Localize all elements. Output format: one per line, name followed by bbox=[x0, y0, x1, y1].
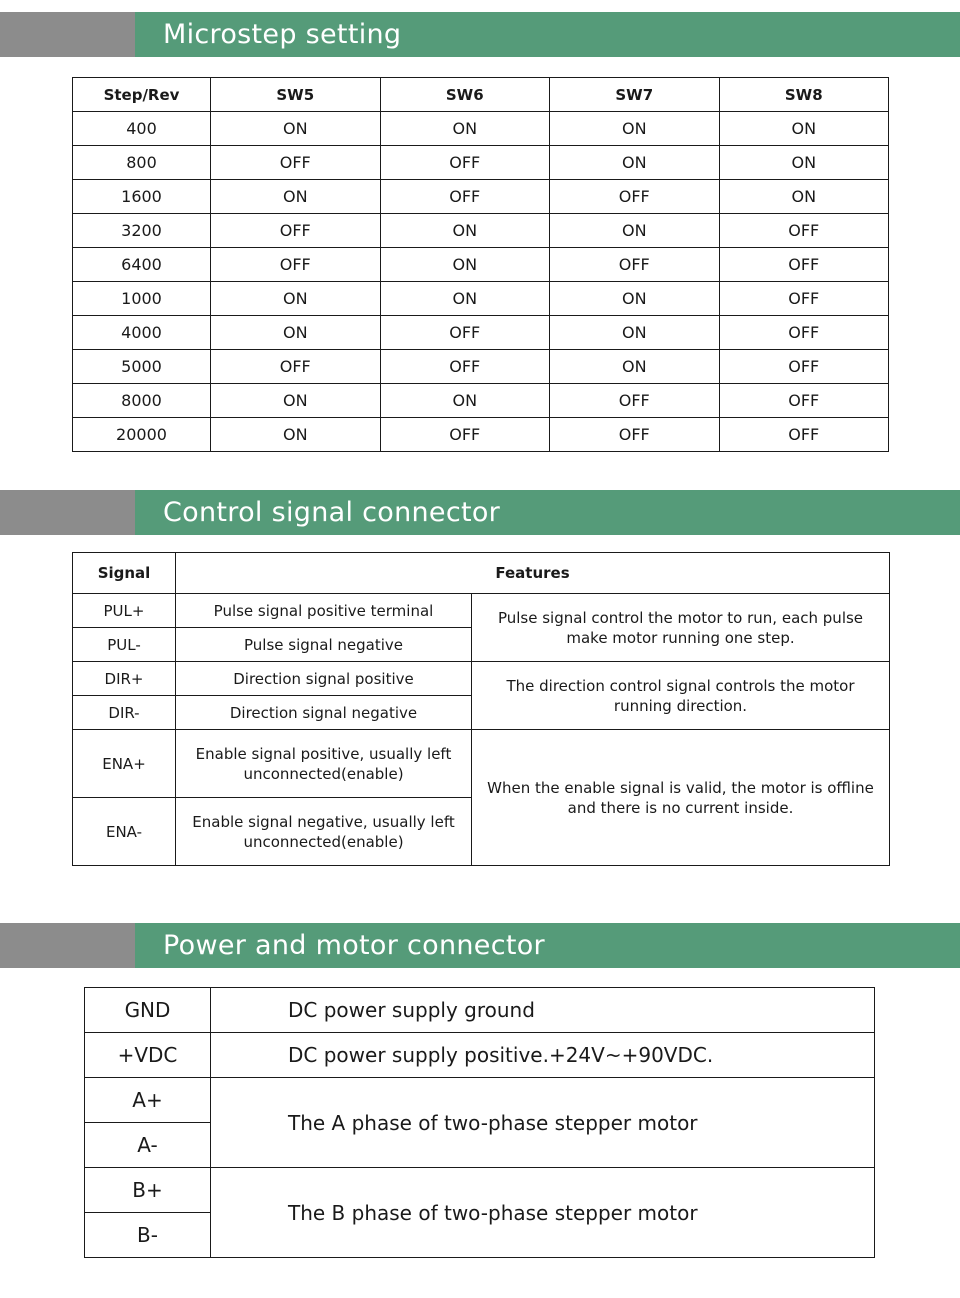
switch-state-cell: ON bbox=[380, 112, 550, 146]
switch-state-cell: ON bbox=[211, 418, 381, 452]
power-motor-table bbox=[84, 987, 875, 1258]
switch-state-cell: OFF bbox=[380, 350, 550, 384]
signal-description: Pulse signal positive terminal bbox=[176, 594, 472, 628]
step-rev-cell: 5000 bbox=[73, 350, 211, 384]
terminal-name: B- bbox=[85, 1213, 211, 1258]
table-row bbox=[73, 350, 889, 384]
switch-state-cell: ON bbox=[380, 282, 550, 316]
table-row bbox=[73, 214, 889, 248]
switch-state-cell: ON bbox=[719, 146, 889, 180]
section-banner-power bbox=[0, 923, 960, 968]
switch-state-cell: OFF bbox=[211, 214, 381, 248]
signal-description: Pulse signal negative bbox=[176, 628, 472, 662]
section-title: Microstep setting bbox=[135, 12, 960, 57]
microstep-table bbox=[72, 77, 889, 452]
terminal-description: DC power supply ground bbox=[211, 988, 875, 1033]
section-banner-control bbox=[0, 490, 960, 535]
header-cell: SW5 bbox=[211, 78, 381, 112]
table-row bbox=[85, 988, 875, 1033]
switch-state-cell: ON bbox=[719, 180, 889, 214]
switch-state-cell: OFF bbox=[550, 418, 720, 452]
signal-name: ENA- bbox=[73, 798, 176, 866]
switch-state-cell: OFF bbox=[719, 282, 889, 316]
signal-name: DIR+ bbox=[73, 662, 176, 696]
header-cell: SW8 bbox=[719, 78, 889, 112]
table-row bbox=[73, 146, 889, 180]
table-row bbox=[73, 418, 889, 452]
table-row bbox=[73, 730, 890, 798]
terminal-name: A- bbox=[85, 1123, 211, 1168]
table-row bbox=[73, 282, 889, 316]
step-rev-cell: 20000 bbox=[73, 418, 211, 452]
switch-state-cell: ON bbox=[211, 316, 381, 350]
step-rev-cell: 4000 bbox=[73, 316, 211, 350]
table-header-row bbox=[73, 78, 889, 112]
signal-feature: When the enable signal is valid, the motor is offline and there is no current inside. bbox=[472, 730, 890, 866]
control-signal-table bbox=[72, 552, 890, 866]
switch-state-cell: OFF bbox=[719, 214, 889, 248]
switch-state-cell: OFF bbox=[211, 350, 381, 384]
switch-state-cell: ON bbox=[211, 384, 381, 418]
terminal-description: DC power supply positive.+24V~+90VDC. bbox=[211, 1033, 875, 1078]
switch-state-cell: OFF bbox=[380, 146, 550, 180]
step-rev-cell: 1600 bbox=[73, 180, 211, 214]
switch-state-cell: ON bbox=[550, 316, 720, 350]
switch-state-cell: ON bbox=[380, 248, 550, 282]
banner-accent bbox=[0, 923, 135, 968]
switch-state-cell: ON bbox=[550, 146, 720, 180]
signal-description: Direction signal negative bbox=[176, 696, 472, 730]
signal-name: PUL+ bbox=[73, 594, 176, 628]
switch-state-cell: OFF bbox=[211, 248, 381, 282]
header-cell: SW7 bbox=[550, 78, 720, 112]
table-row bbox=[73, 384, 889, 418]
switch-state-cell: ON bbox=[550, 282, 720, 316]
section-title: Control signal connector bbox=[135, 490, 960, 535]
banner-accent bbox=[0, 12, 135, 57]
table-row bbox=[73, 316, 889, 350]
signal-description: Enable signal positive, usually left unconnected(enable) bbox=[176, 730, 472, 798]
switch-state-cell: OFF bbox=[719, 350, 889, 384]
signal-name: ENA+ bbox=[73, 730, 176, 798]
switch-state-cell: ON bbox=[380, 214, 550, 248]
terminal-name: +VDC bbox=[85, 1033, 211, 1078]
switch-state-cell: ON bbox=[550, 214, 720, 248]
switch-state-cell: OFF bbox=[380, 316, 550, 350]
switch-state-cell: OFF bbox=[719, 316, 889, 350]
switch-state-cell: OFF bbox=[211, 146, 381, 180]
signal-name: PUL- bbox=[73, 628, 176, 662]
switch-state-cell: OFF bbox=[550, 384, 720, 418]
step-rev-cell: 8000 bbox=[73, 384, 211, 418]
terminal-name: GND bbox=[85, 988, 211, 1033]
signal-feature: Pulse signal control the motor to run, each pulse make motor running one step. bbox=[472, 594, 890, 662]
step-rev-cell: 400 bbox=[73, 112, 211, 146]
table-row bbox=[73, 248, 889, 282]
step-rev-cell: 3200 bbox=[73, 214, 211, 248]
switch-state-cell: ON bbox=[719, 112, 889, 146]
switch-state-cell: OFF bbox=[550, 248, 720, 282]
switch-state-cell: OFF bbox=[719, 418, 889, 452]
terminal-description: The A phase of two-phase stepper motor bbox=[211, 1078, 875, 1168]
signal-description: Direction signal positive bbox=[176, 662, 472, 696]
table-row bbox=[85, 1078, 875, 1123]
switch-state-cell: OFF bbox=[719, 248, 889, 282]
banner-accent bbox=[0, 490, 135, 535]
switch-state-cell: ON bbox=[211, 180, 381, 214]
switch-state-cell: ON bbox=[380, 384, 550, 418]
switch-state-cell: ON bbox=[550, 112, 720, 146]
section-banner-microstep bbox=[0, 12, 960, 57]
table-row bbox=[85, 1168, 875, 1213]
switch-state-cell: ON bbox=[211, 112, 381, 146]
step-rev-cell: 6400 bbox=[73, 248, 211, 282]
step-rev-cell: 800 bbox=[73, 146, 211, 180]
terminal-description: The B phase of two-phase stepper motor bbox=[211, 1168, 875, 1258]
table-row bbox=[73, 112, 889, 146]
step-rev-cell: 1000 bbox=[73, 282, 211, 316]
switch-state-cell: ON bbox=[211, 282, 381, 316]
switch-state-cell: OFF bbox=[380, 180, 550, 214]
signal-header: Signal bbox=[73, 553, 176, 594]
table-header-row bbox=[73, 553, 890, 594]
signal-feature: The direction control signal controls the motor running direction. bbox=[472, 662, 890, 730]
table-row bbox=[73, 662, 890, 696]
header-cell: Step/Rev bbox=[73, 78, 211, 112]
signal-description: Enable signal negative, usually left unconnected(enable) bbox=[176, 798, 472, 866]
header-cell: SW6 bbox=[380, 78, 550, 112]
table-row bbox=[85, 1033, 875, 1078]
section-title: Power and motor connector bbox=[135, 923, 960, 968]
features-header: Features bbox=[176, 553, 890, 594]
terminal-name: A+ bbox=[85, 1078, 211, 1123]
terminal-name: B+ bbox=[85, 1168, 211, 1213]
switch-state-cell: ON bbox=[550, 350, 720, 384]
switch-state-cell: OFF bbox=[380, 418, 550, 452]
signal-name: DIR- bbox=[73, 696, 176, 730]
table-row bbox=[73, 594, 890, 628]
table-row bbox=[73, 180, 889, 214]
switch-state-cell: OFF bbox=[719, 384, 889, 418]
switch-state-cell: OFF bbox=[550, 180, 720, 214]
